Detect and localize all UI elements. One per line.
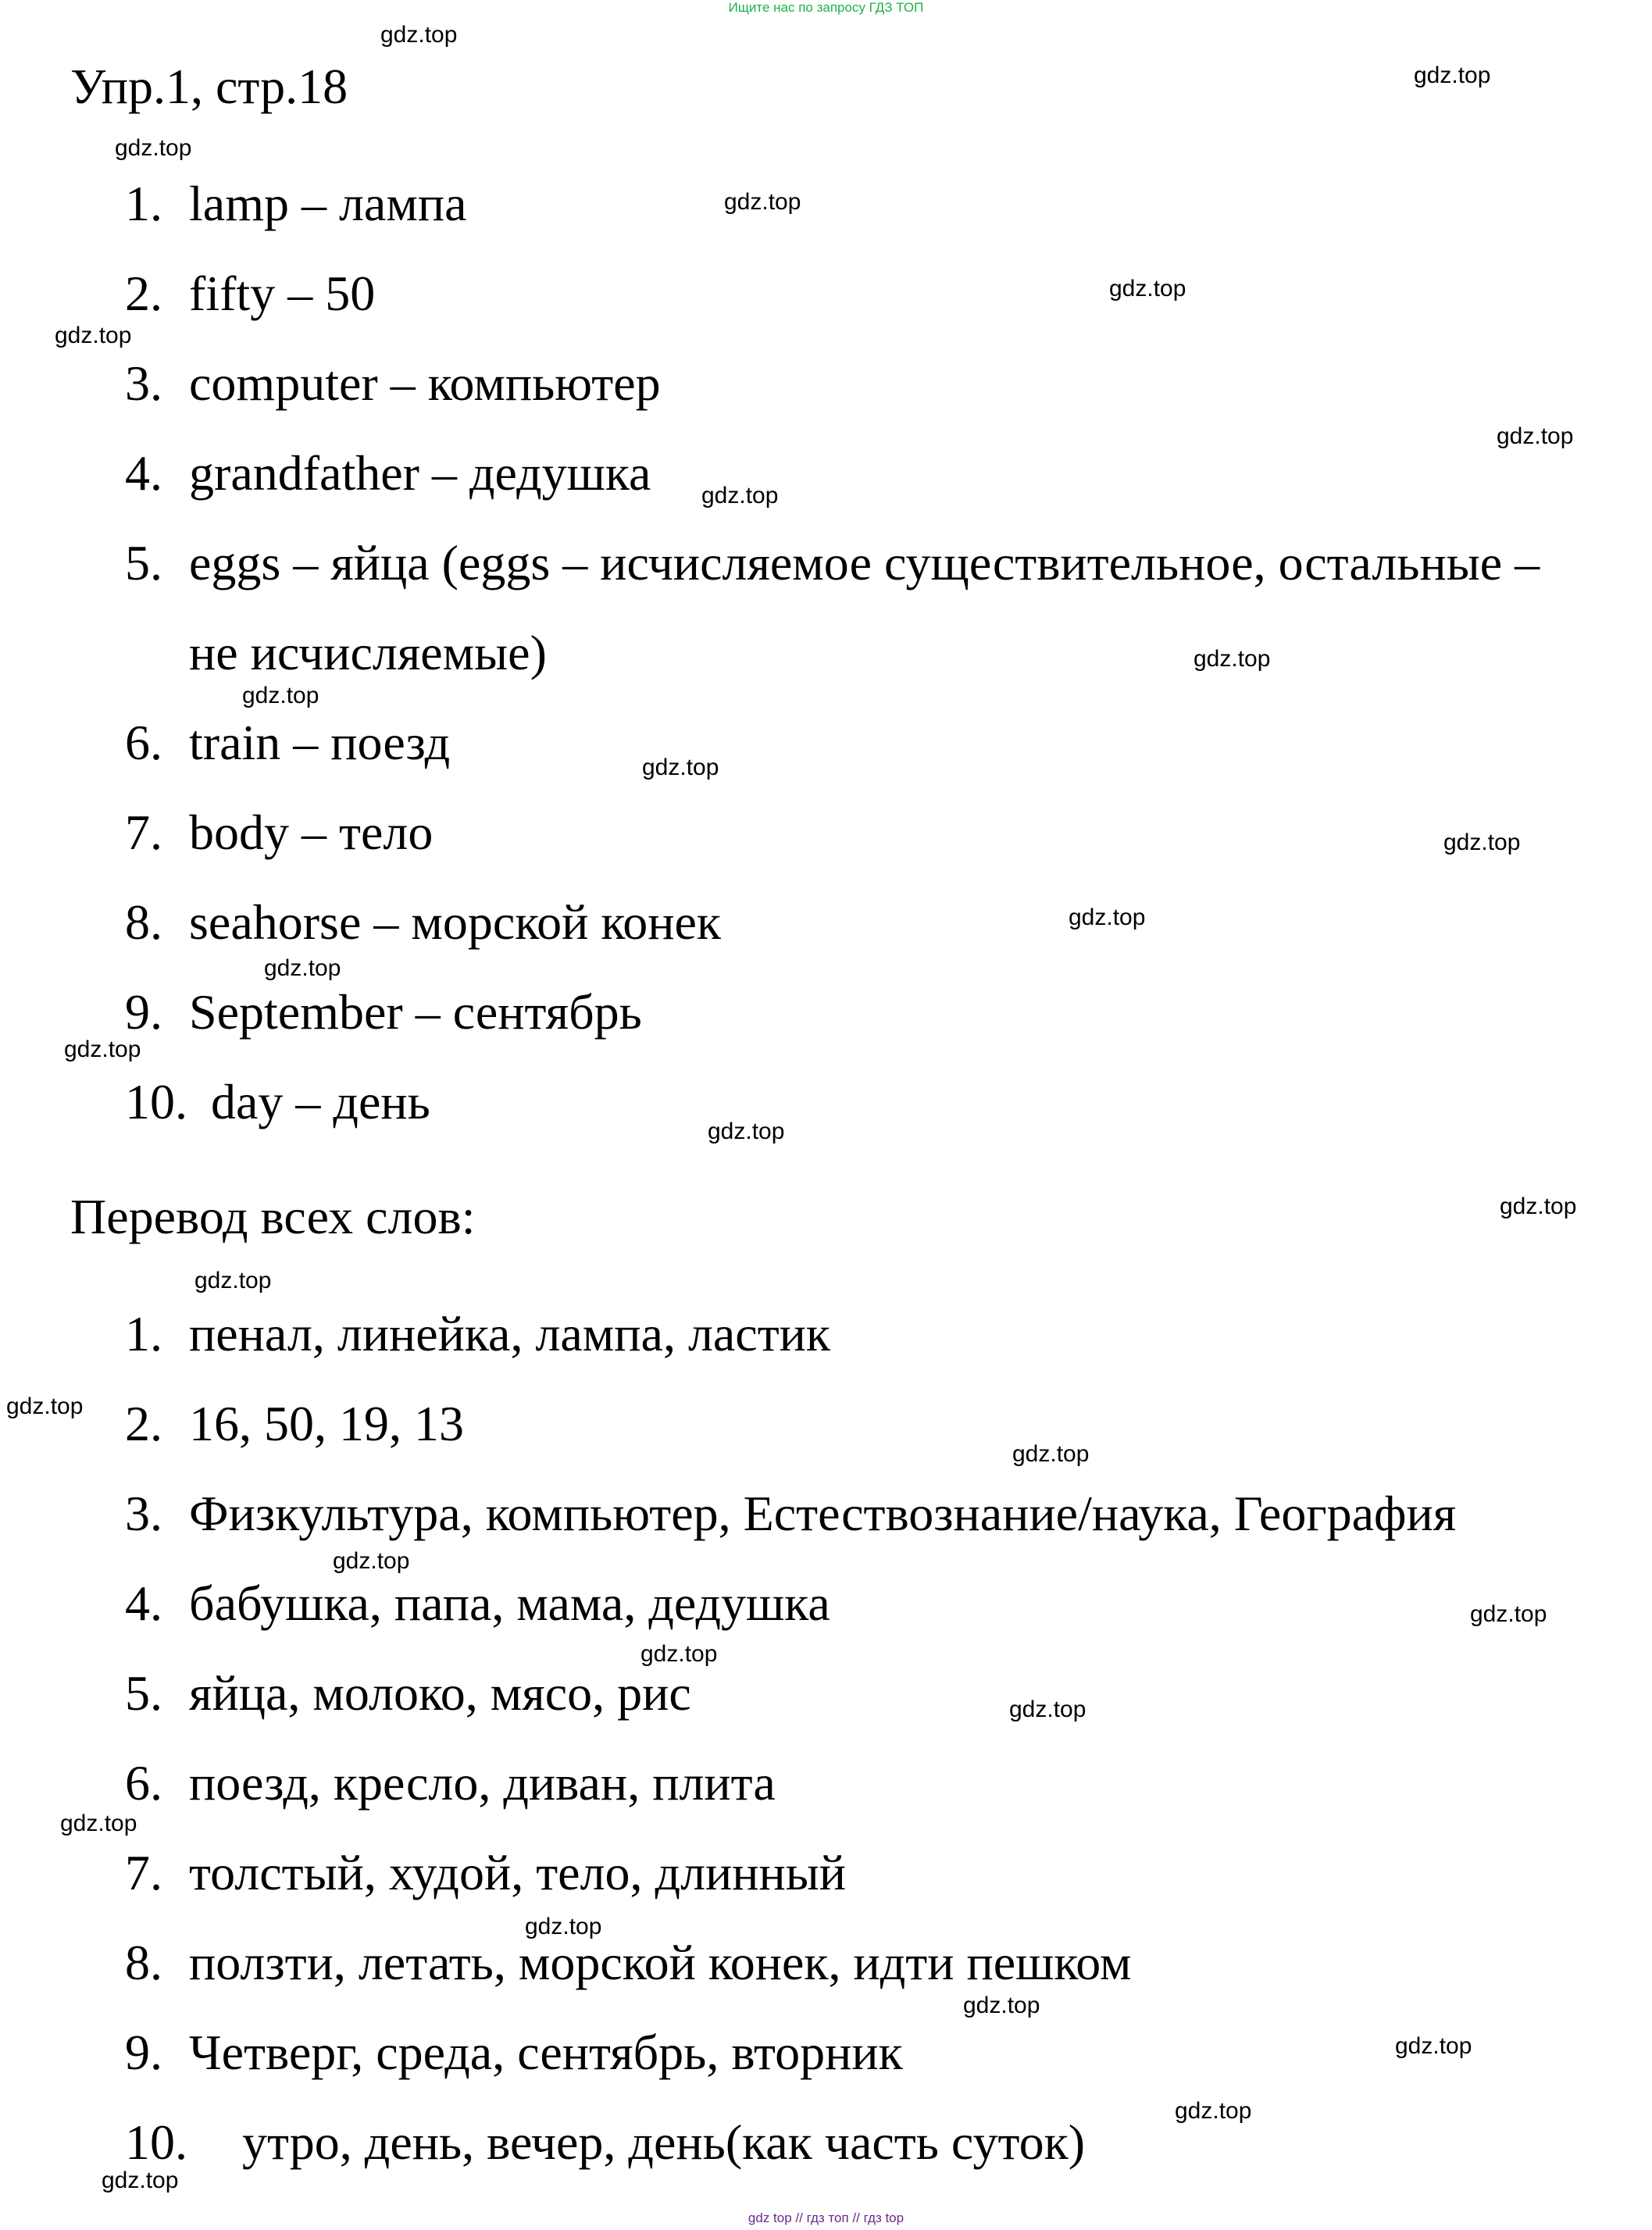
list-item [125, 715, 450, 771]
watermark: gdz.top [1175, 2098, 1252, 2124]
watermark: gdz.top [264, 955, 341, 981]
item-number: 1. [125, 1306, 162, 1361]
item-number: 7. [125, 1845, 162, 1900]
list-item [125, 2114, 1085, 2171]
watermark: gdz.top [1194, 646, 1271, 672]
watermark: gdz.top [380, 22, 458, 48]
watermark: gdz.top [1069, 904, 1146, 930]
watermark: gdz.top [1009, 1697, 1086, 1722]
item-text: поезд, кресло, диван, плита [189, 1755, 776, 1811]
list-item [125, 1755, 776, 1811]
item-text: пенал, линейка, лампа, ластик [189, 1306, 830, 1361]
item-number: 4. [125, 445, 162, 501]
item-number: 9. [125, 984, 162, 1040]
list-item [125, 1074, 430, 1130]
list-item [125, 1486, 1456, 1542]
item-number: 8. [125, 1935, 162, 1990]
item-text: бабушка, папа, мама, дедушка [189, 1575, 830, 1631]
item-text: day – день [211, 1074, 430, 1129]
item-number: 6. [125, 1755, 162, 1811]
item-text: 16, 50, 19, 13 [189, 1396, 464, 1451]
list-item [125, 984, 642, 1040]
list-item [125, 894, 721, 951]
list-item-continuation: не исчисляемые) [189, 625, 547, 680]
item-number: 6. [125, 715, 162, 770]
watermark: gdz.top [525, 1914, 602, 1939]
item-text: body – тело [189, 805, 434, 860]
watermark: gdz.top [333, 1548, 410, 1574]
item-text: September – сентябрь [189, 984, 642, 1040]
list-item [125, 176, 466, 232]
list-item [125, 1396, 464, 1452]
item-number: 5. [125, 1665, 162, 1721]
list-item [125, 1845, 846, 1901]
watermark: gdz.top [640, 1641, 718, 1667]
item-text: ползти, летать, морской конек, идти пешком [189, 1935, 1132, 1990]
item-number: 10. [125, 1074, 187, 1129]
item-number: 7. [125, 805, 162, 860]
item-number: 2. [125, 1396, 162, 1451]
watermark: gdz.top [708, 1119, 785, 1144]
list-item [125, 355, 661, 412]
watermark: gdz.top [1414, 62, 1491, 88]
watermark: gdz.top [701, 483, 779, 508]
item-text: яйца, молоко, мясо, рис [189, 1665, 691, 1721]
item-text: grandfather – дедушка [189, 445, 651, 501]
watermark: gdz.top [1395, 2033, 1472, 2059]
item-number: 9. [125, 2025, 162, 2080]
item-number: 4. [125, 1575, 162, 1631]
watermark: gdz.top [55, 323, 132, 348]
item-number: 3. [125, 355, 162, 411]
item-text: train – поезд [189, 715, 451, 770]
watermark: gdz.top [1012, 1441, 1090, 1467]
search-banner: Ищите нас по запросу ГДЗ ТОП [728, 0, 924, 15]
list-item [125, 1665, 691, 1722]
watermark: gdz.top [60, 1811, 137, 1836]
list-item [125, 805, 433, 861]
watermark: gdz.top [642, 755, 719, 780]
list-item [125, 445, 651, 501]
item-text: lamp – лампа [189, 176, 467, 231]
item-text: Четверг, среда, сентябрь, вторник [189, 2025, 903, 2080]
watermark: gdz.top [64, 1037, 141, 1062]
list-item [125, 266, 375, 322]
item-number: 8. [125, 894, 162, 950]
watermark: gdz.top [963, 1993, 1040, 2018]
item-number: 10. [125, 2114, 187, 2170]
list-item [125, 1935, 1132, 1991]
translation-title: Перевод всех слов: [70, 1189, 476, 1244]
item-text: толстый, худой, тело, длинный [189, 1845, 846, 1900]
item-text: eggs – яйца (eggs – исчисляемое существительное, остальные – [189, 535, 1540, 591]
item-number: 2. [125, 266, 162, 321]
item-text: seahorse – морской конек [189, 894, 721, 950]
item-number: 1. [125, 176, 162, 231]
list-item [125, 1575, 830, 1632]
list-item [125, 2025, 903, 2081]
watermark: gdz.top [115, 135, 192, 161]
item-text: утро, день, вечер, день(как часть суток) [242, 2114, 1085, 2170]
item-text: fifty – 50 [189, 266, 376, 321]
watermark: gdz.top [1500, 1193, 1577, 1219]
item-number: 5. [125, 535, 162, 591]
watermark: gdz.top [242, 683, 319, 708]
item-text: computer – компьютер [189, 355, 661, 411]
item-number: 3. [125, 1486, 162, 1541]
footer-links: gdz top // гдз топ // гдз top [748, 2210, 904, 2225]
watermark: gdz.top [194, 1268, 272, 1293]
watermark: gdz.top [1470, 1601, 1547, 1627]
watermark: gdz.top [724, 189, 801, 215]
watermark: gdz.top [1497, 423, 1574, 449]
watermark: gdz.top [1109, 276, 1186, 301]
item-text: Физкультура, компьютер, Естествознание/наука, География [189, 1486, 1457, 1541]
list-item [125, 535, 1540, 591]
watermark: gdz.top [102, 2168, 179, 2193]
list-item [125, 1306, 830, 1362]
watermark: gdz.top [6, 1393, 84, 1419]
watermark: gdz.top [1443, 830, 1521, 855]
exercise-title: Упр.1, стр.18 [70, 59, 348, 114]
